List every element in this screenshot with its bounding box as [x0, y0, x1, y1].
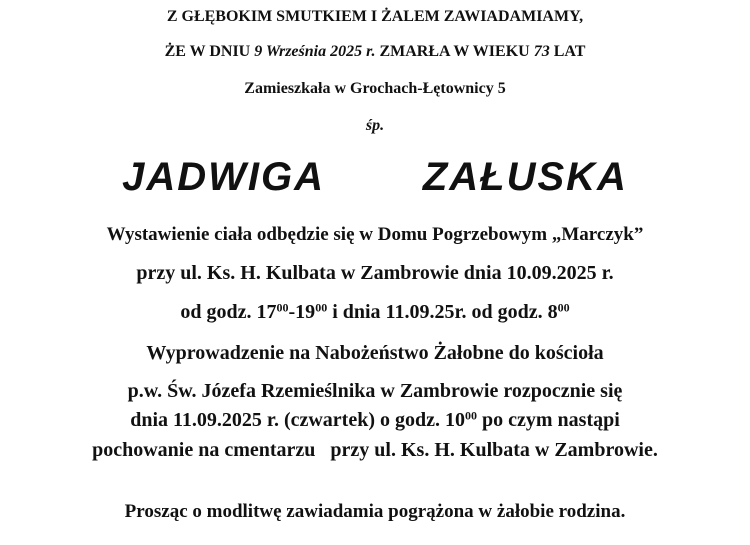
death-info-line: [0, 44, 750, 60]
closing-text: Prosząc o modlitwę zawiadamia pogrążona w żałobie rodzina.: [124, 501, 626, 522]
funeral-time-line: [0, 410, 750, 430]
sp-text: śp.: [365, 117, 385, 134]
viewing-hours-c-sup: 00: [557, 300, 570, 315]
deceased-name: JADWIGA ZAŁUSKA: [122, 155, 628, 199]
funeral-line2-text: p.w. Św. Józefa Rzemieślnika w Zambrowie rozpocznie się: [127, 380, 623, 402]
funeral-line-1: [0, 343, 750, 363]
funeral-time-a: dnia 11.09.2025 r. (czwartek) o godz. 10: [130, 409, 465, 431]
closing-line: [0, 502, 750, 521]
viewing-hours-a: od godz. 17: [180, 301, 277, 323]
announcement-header-line: [0, 9, 750, 25]
date-of-death: 9 Września 2025 r.: [254, 43, 376, 60]
viewing-hours-b-sup: 00: [315, 300, 328, 315]
viewing-line-1: [0, 225, 750, 244]
funeral-line1-text: Wyprowadzenie na Nabożeństwo Żałobne do kościoła: [146, 342, 604, 364]
viewing-line1-text: Wystawienie ciała odbędzie się w Domu Pogrzebowym „Marczyk”: [106, 224, 644, 245]
viewing-hours-a-sup: 00: [276, 300, 289, 315]
burial-line: [0, 440, 750, 460]
viewing-line2-text: przy ul. Ks. H. Kulbata w Zambrowie dnia 10.09.2025 r.: [136, 262, 614, 284]
header-line2-middle: ZMARŁA W WIEKU: [379, 43, 530, 60]
header-line2-suffix: LAT: [553, 43, 586, 60]
residence-line: [0, 81, 750, 97]
funeral-time-b: po czym nastąpi: [477, 409, 620, 431]
burial-text: pochowanie na cmentarzu przy ul. Ks. H. Kulbata w Zambrowie.: [92, 439, 658, 461]
header-line1-text: Z GŁĘBOKIM SMUTKIEM I ŻALEM ZAWIADAMIAMY,: [166, 8, 584, 25]
funeral-line-2: [0, 381, 750, 401]
residence-text: Zamieszkała w Grochach-Łętownicy 5: [244, 80, 506, 97]
viewing-line-2: [0, 263, 750, 283]
viewing-hours-c: i dnia 11.09.25r. od godz. 8: [327, 301, 558, 323]
deceased-name-line: [0, 157, 750, 197]
sp-line: [0, 118, 750, 134]
age-value: 73: [533, 43, 550, 60]
viewing-hours-b: -19: [288, 301, 316, 323]
header-line2-prefix: ŻE W DNIU: [164, 43, 251, 60]
funeral-time-sup: 00: [465, 408, 477, 423]
viewing-hours-line: [0, 302, 750, 322]
